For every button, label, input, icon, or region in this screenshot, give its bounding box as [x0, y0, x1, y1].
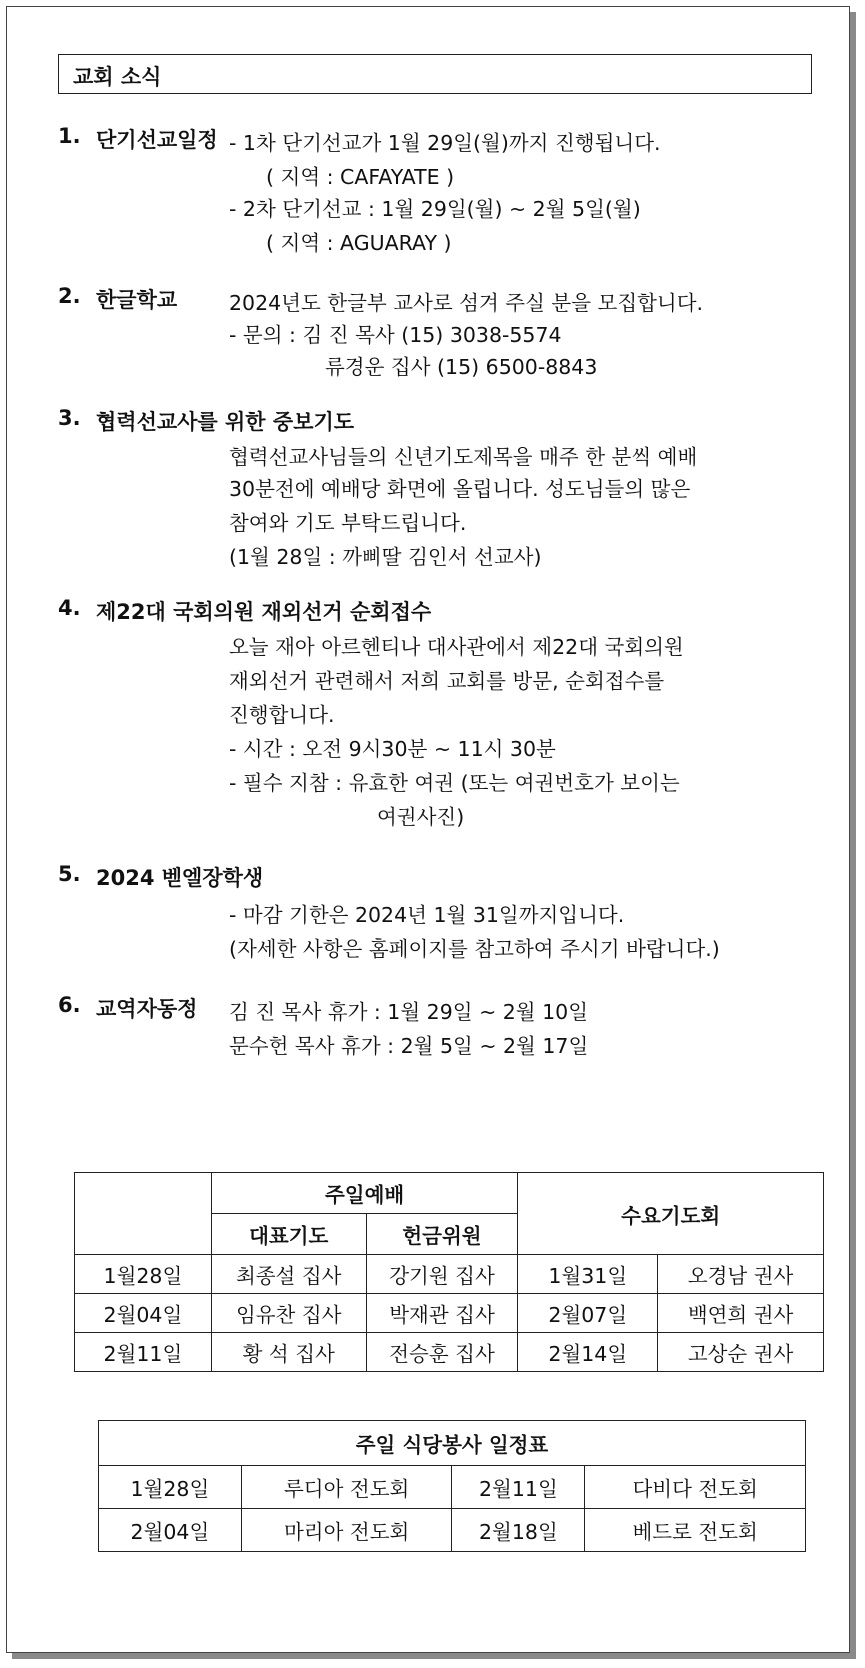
- date-cell: 2월18일: [452, 1509, 585, 1552]
- section-1-line: - 1차 단기선교가 1월 29일(월)까지 진행됩니다.: [229, 131, 661, 155]
- section-1-title: 단기선교일정: [96, 128, 218, 152]
- section-6-line: 문수헌 목사 휴가 : 2월 5일 ~ 2월 17일: [229, 1034, 589, 1058]
- section-3-line: (1월 28일 : 까삐딸 김인서 선교사): [229, 545, 542, 569]
- section-6-number: 6.: [58, 993, 81, 1017]
- offering-cell: 전승훈 집사: [366, 1333, 518, 1372]
- date-cell: 1월28일: [75, 1255, 212, 1294]
- section-3-line: 참여와 기도 부탁드립니다.: [229, 511, 467, 535]
- prayer-cell: 황 석 집사: [211, 1333, 366, 1372]
- date-cell: 2월04일: [99, 1509, 242, 1552]
- section-5-line: (자세한 사항은 홈페이지를 참고하여 주시기 바랍니다.): [229, 937, 720, 961]
- section-6-line: 김 진 목사 휴가 : 1월 29일 ~ 2월 10일: [229, 1000, 589, 1024]
- table-row: [75, 1255, 824, 1294]
- meal-table-title: 주일 식당봉사 일정표: [99, 1421, 806, 1466]
- section-4-line: 여권사진): [377, 805, 465, 829]
- date-cell: 2월11일: [75, 1333, 212, 1372]
- section-5-title: 2024 벧엘장학생: [96, 866, 264, 890]
- section-4-title: 제22대 국회의원 재외선거 순회접수: [96, 600, 432, 624]
- section-5-line: - 마감 기한은 2024년 1월 31일까지입니다.: [229, 903, 625, 927]
- table-row: [99, 1466, 806, 1509]
- wednesday-prayer-header: 수요기도회: [518, 1173, 824, 1255]
- wed-date-cell: 1월31일: [518, 1255, 658, 1294]
- section-2-number: 2.: [58, 284, 81, 308]
- section-4-number: 4.: [58, 596, 81, 620]
- section-1-line: ( 지역 : CAFAYATE ): [266, 165, 455, 189]
- section-2-line: 류경운 집사 (15) 6500-8843: [325, 355, 598, 379]
- team-cell: 다비다 전도회: [585, 1466, 806, 1509]
- section-3-number: 3.: [58, 406, 81, 430]
- offering-cell: 박재관 집사: [366, 1294, 518, 1333]
- section-4-line: 진행합니다.: [229, 703, 335, 727]
- date-cell: 1월28일: [99, 1466, 242, 1509]
- section-3-line: 협력선교사님들의 신년기도제목을 매주 한 분씩 예배: [229, 445, 698, 469]
- sunday-worship-header: 주일예배: [211, 1173, 518, 1214]
- section-3-line: 30분전에 예배당 화면에 올립니다. 성도님들의 많은: [229, 477, 691, 501]
- worship-schedule-table: [74, 1172, 824, 1372]
- table-row: [75, 1294, 824, 1333]
- section-4-line: 오늘 재아 아르헨티나 대사관에서 제22대 국회의원: [229, 635, 684, 659]
- team-cell: 루디아 전도회: [241, 1466, 452, 1509]
- prayer-cell: 임유찬 집사: [211, 1294, 366, 1333]
- section-6-title: 교역자동정: [96, 997, 198, 1021]
- section-2-line: 2024년도 한글부 교사로 섬겨 주실 분을 모집합니다.: [229, 291, 704, 315]
- wed-date-cell: 2월14일: [518, 1333, 658, 1372]
- date-cell: 2월11일: [452, 1466, 585, 1509]
- meal-service-table: [98, 1420, 806, 1552]
- table-row: [75, 1333, 824, 1372]
- page-title: 교회 소식: [73, 65, 162, 89]
- team-cell: 마리아 전도회: [241, 1509, 452, 1552]
- section-4-line: 재외선거 관련해서 저희 교회를 방문, 순회접수를: [229, 669, 665, 693]
- wed-date-cell: 2월07일: [518, 1294, 658, 1333]
- wed-leader-cell: 고상순 권사: [658, 1333, 824, 1372]
- wed-leader-cell: 백연희 권사: [658, 1294, 824, 1333]
- section-4-line: - 필수 지참 : 유효한 여권 (또는 여권번호가 보이는: [229, 771, 680, 795]
- table-corner-cell: [75, 1173, 212, 1255]
- section-2-title: 한글학교: [96, 288, 178, 312]
- section-1-line: - 2차 단기선교 : 1월 29일(월) ~ 2월 5일(월): [229, 197, 641, 221]
- section-1-line: ( 지역 : AGUARAY ): [266, 231, 452, 255]
- section-4-line: - 시간 : 오전 9시30분 ~ 11시 30분: [229, 737, 556, 761]
- section-3-title: 협력선교사를 위한 중보기도: [96, 410, 355, 434]
- wed-leader-cell: 오경남 권사: [658, 1255, 824, 1294]
- section-2-line: - 문의 : 김 진 목사 (15) 3038-5574: [229, 323, 562, 347]
- team-cell: 베드로 전도회: [585, 1509, 806, 1552]
- page-title-box: [58, 54, 812, 94]
- offering-cell: 강기원 집사: [366, 1255, 518, 1294]
- offering-column-header: 헌금위원: [366, 1214, 518, 1255]
- table-row: [99, 1509, 806, 1552]
- prayer-cell: 최종설 집사: [211, 1255, 366, 1294]
- section-5-number: 5.: [58, 862, 81, 886]
- prayer-column-header: 대표기도: [211, 1214, 366, 1255]
- date-cell: 2월04일: [75, 1294, 212, 1333]
- section-1-number: 1.: [58, 124, 81, 148]
